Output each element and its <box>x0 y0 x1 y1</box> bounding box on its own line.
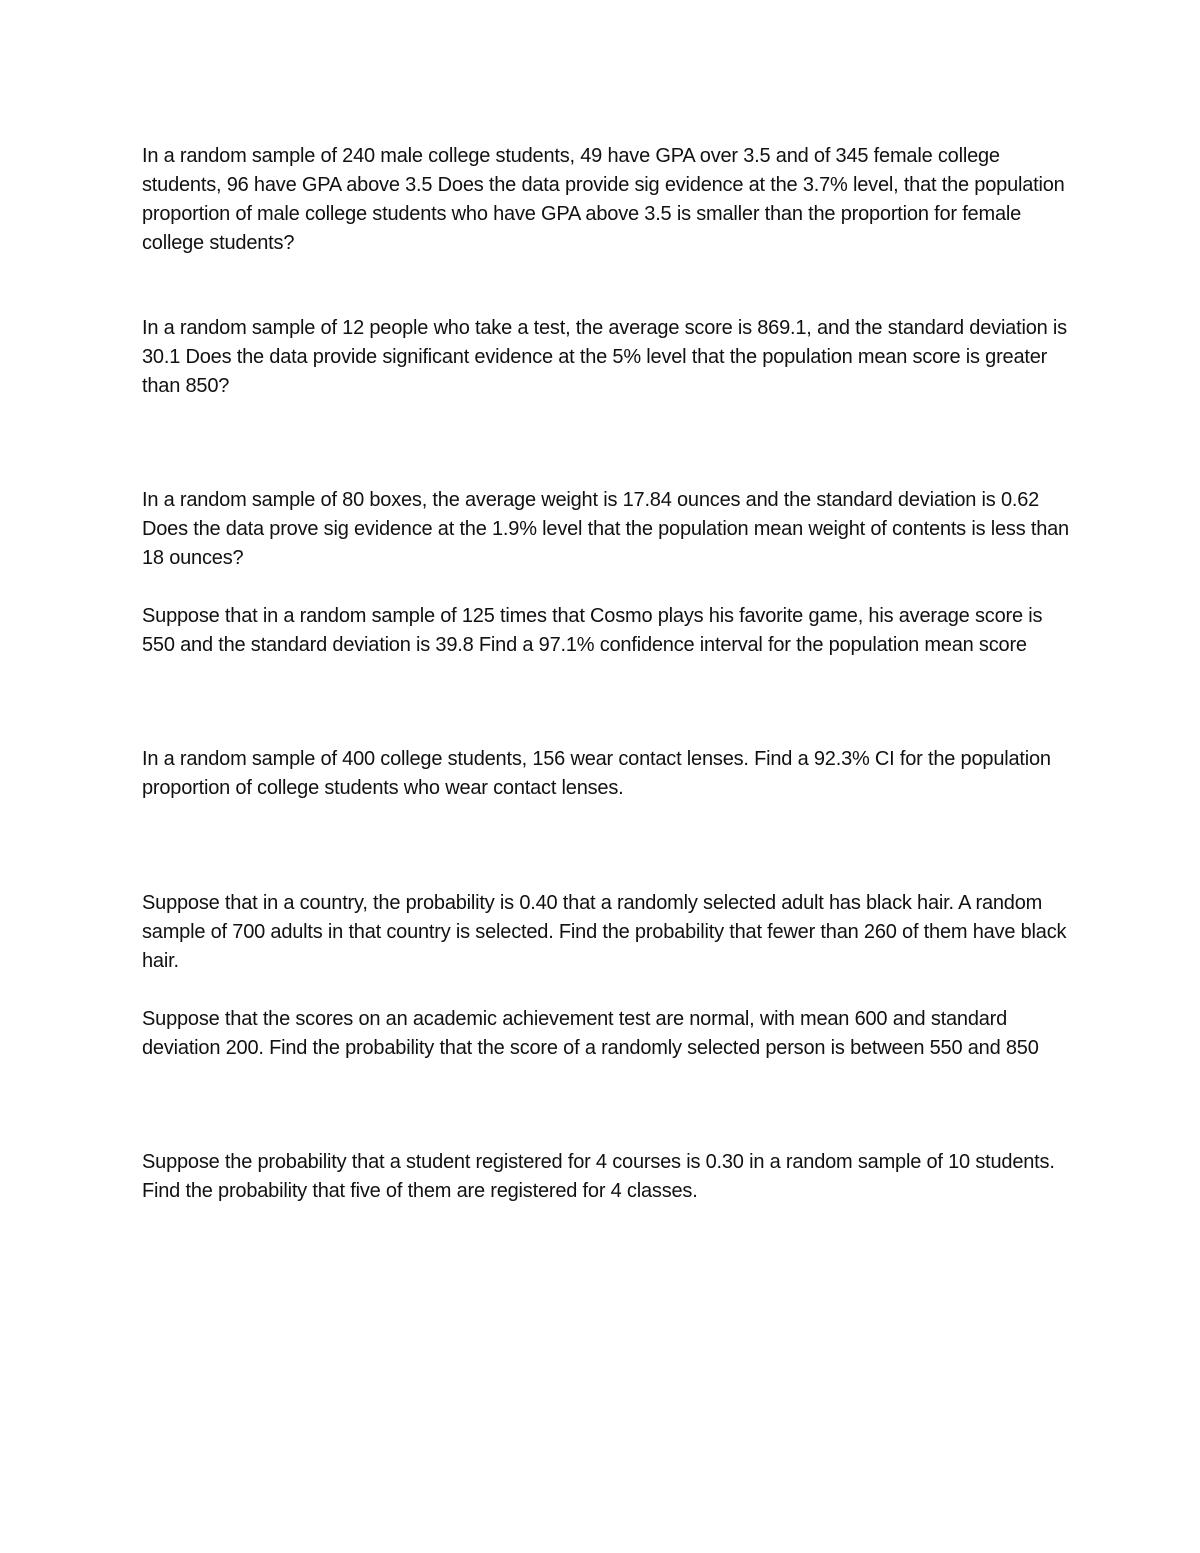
problem-paragraph-1: In a random sample of 240 male college students, 49 have GPA over 3.5 and of 345 female college students, 96 have GPA above 3.5 Does the data provide sig evidence at the 3.7% level, that the population proportion of male college students who have GPA above 3.5 is smaller than the proportion for female college students? <box>142 145 1065 254</box>
problem-paragraph-6: Suppose that in a country, the probability is 0.40 that a randomly selected adult has black hair. A random sample of 700 adults in that country is selected. Find the probability that fewer than 260 of them have black hair. <box>142 892 1067 972</box>
problem-paragraph-8: Suppose the probability that a student registered for 4 courses is 0.30 in a random sample of 10 students. Find the probability that five of them are registered for 4 classes. <box>142 1151 1055 1202</box>
problem-paragraph-3: In a random sample of 80 boxes, the average weight is 17.84 ounces and the standard deviation is 0.62 Does the data prove sig evidence at the 1.9% level that the population mean weight of contents is less than 18 ounces? <box>142 489 1069 569</box>
problem-paragraph-5: In a random sample of 400 college students, 156 wear contact lenses. Find a 92.3% CI for the population proportion of college students who wear contact lenses. <box>142 748 1051 799</box>
problem-paragraph-4: Suppose that in a random sample of 125 times that Cosmo plays his favorite game, his average score is 550 and the standard deviation is 39.8 Find a 97.1% confidence interval for the population mean score <box>142 605 1043 656</box>
problem-paragraph-2: In a random sample of 12 people who take a test, the average score is 869.1, and the standard deviation is 30.1 Does the data provide significant evidence at the 5% level that the population mean score is greater than 850? <box>142 317 1067 397</box>
problem-paragraph-7: Suppose that the scores on an academic achievement test are normal, with mean 600 and standard deviation 200. Find the probability that the score of a randomly selected person is between 550 and 850 <box>142 1008 1039 1059</box>
